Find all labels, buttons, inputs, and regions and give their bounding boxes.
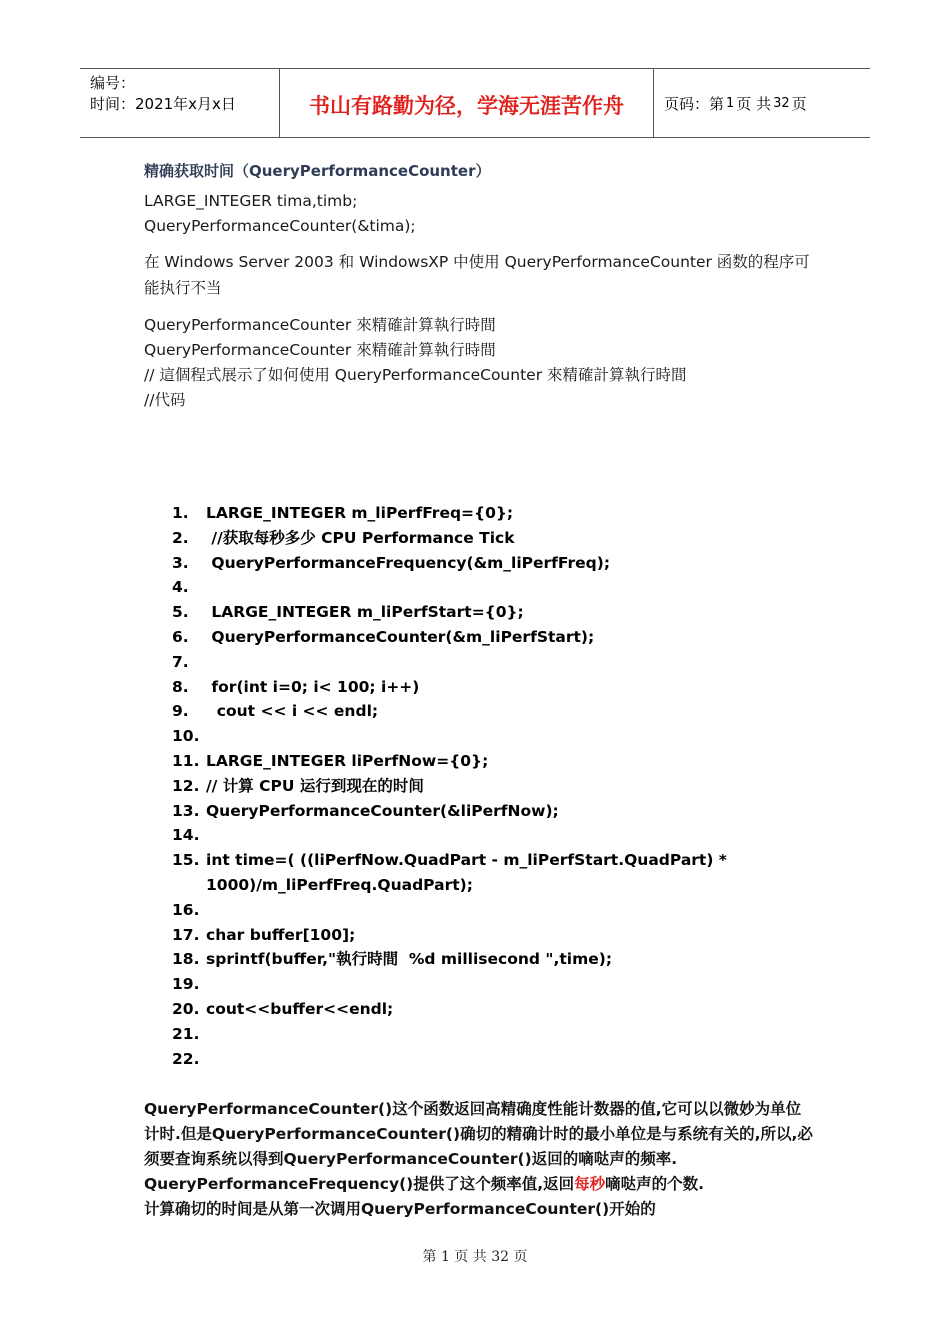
page-current: 1	[726, 95, 735, 111]
line-text: LARGE_INTEGER m_liPerfFreq={0};	[206, 504, 514, 522]
page-footer: 第 1 页 共 32 页	[422, 1249, 528, 1265]
code-line	[172, 972, 814, 997]
line-text: QueryPerformanceCounter(&m_liPerfStart);	[206, 627, 595, 646]
code-line	[172, 650, 814, 675]
code-line	[172, 625, 814, 650]
time-label: 时间：2021年x月x日	[90, 95, 236, 113]
header-meta	[80, 69, 280, 137]
line-text: LARGE_INTEGER m_liPerfStart={0};	[206, 603, 524, 622]
line-text: QueryPerformanceFrequency(&m_liPerfFreq);	[206, 553, 611, 572]
line-text	[206, 1047, 814, 1072]
line-number: 7.	[172, 652, 189, 671]
line-number: 2.	[172, 528, 189, 547]
line-number: 14.	[172, 826, 200, 845]
line-text: for(int i=0; i< 100; i++)	[206, 677, 420, 696]
line-number: 9.	[172, 702, 189, 721]
line-text	[206, 1022, 814, 1047]
line-number: 6.	[172, 627, 189, 646]
line-number: 5.	[172, 603, 189, 622]
line-text: sprintf(buffer,"執行時間 %d millisecond ",time);	[206, 950, 613, 969]
line-text	[206, 575, 814, 600]
text-line-b3: // 這個程式展示了如何使用 QueryPerformanceCounter 來精確計算執行時間	[144, 366, 687, 384]
code-line	[172, 774, 814, 799]
explain-p1: QueryPerformanceCounter()这个函数返回高精确度性能计数器的值,它可以以微妙为单位计时.但是QueryPerformanceCounter()确切的精确计时的最小单位是与系统有关的,所以,必须要查询系统以得到QueryPerformanceCounter()返回的嘀哒声的频率.	[144, 1100, 813, 1168]
code-line	[172, 947, 814, 972]
line-number: 8.	[172, 677, 189, 696]
code-line	[172, 699, 814, 724]
line-text: cout<<buffer<<endl;	[206, 999, 394, 1018]
code-line	[172, 575, 814, 600]
line-number: 21.	[172, 1024, 200, 1043]
code-line	[172, 675, 814, 700]
line-text	[206, 724, 814, 749]
intro-paragraph: 在 Windows Server 2003 和 WindowsXP 中使用 QueryPerformanceCounter 函数的程序可能执行不当	[144, 253, 810, 297]
code-line	[172, 799, 814, 824]
line-text: cout << i << endl;	[206, 702, 379, 721]
code-line	[172, 1047, 814, 1072]
line-number: 22.	[172, 1049, 200, 1068]
line-text	[206, 823, 814, 848]
explain-p2	[144, 1172, 814, 1197]
header-motto: 书山有路勤为径，学海无涯苦作舟	[280, 69, 654, 137]
line-number: 12.	[172, 776, 200, 795]
page-prefix: 页码：第	[664, 94, 725, 113]
page-header	[80, 68, 870, 138]
code-line	[172, 848, 814, 898]
line-text: char buffer[100];	[206, 925, 356, 944]
explanation	[144, 1097, 814, 1221]
code-line	[172, 551, 814, 576]
document-body	[144, 156, 814, 1221]
line-number: 17.	[172, 925, 200, 944]
line-number: 19.	[172, 975, 200, 994]
explain-p2-a: QueryPerformanceFrequency()提供了这个频率值,返回	[144, 1174, 575, 1193]
line-text: QueryPerformanceCounter(&liPerfNow);	[206, 801, 559, 820]
doc-title: 精确获取时间（QueryPerformanceCounter）	[144, 162, 491, 180]
code-line	[172, 600, 814, 625]
explain-p2-red: 每秒	[574, 1174, 606, 1193]
code-line	[172, 923, 814, 948]
line-number: 3.	[172, 553, 189, 572]
code-line	[172, 1022, 814, 1047]
line-number: 1.	[172, 504, 189, 522]
line-text: int time=( ((liPerfNow.QuadPart - m_liPerfStart.QuadPart) * 1000)/m_liPerfFreq.QuadPart);	[206, 851, 733, 894]
line-number: 18.	[172, 950, 200, 969]
code-line	[172, 749, 814, 774]
text-line-b1: QueryPerformanceCounter 來精確計算執行時間	[144, 316, 496, 334]
line-text: LARGE_INTEGER liPerfNow={0};	[206, 751, 489, 770]
text-line-b4: //代码	[144, 391, 186, 409]
code-listing	[172, 501, 814, 1071]
line-text: // 计算 CPU 运行到现在的时间	[206, 776, 424, 795]
line-number: 11.	[172, 751, 200, 770]
code-line	[172, 501, 814, 526]
line-number: 16.	[172, 900, 200, 919]
line-text	[206, 898, 814, 923]
explain-p3: 计算确切的时间是从第一次调用QueryPerformanceCounter()开始的	[144, 1199, 656, 1218]
code-line	[172, 997, 814, 1022]
line-number: 4.	[172, 578, 189, 597]
line-number: 10.	[172, 727, 200, 746]
line-number: 15.	[172, 851, 200, 870]
page-mid: 页 共	[736, 94, 772, 113]
header-page-info	[654, 69, 870, 137]
line-number: 20.	[172, 999, 200, 1018]
page-total: 32	[773, 95, 790, 111]
code-line	[172, 724, 814, 749]
line-text	[206, 650, 814, 675]
code-line-a1: LARGE_INTEGER tima,timb;	[144, 192, 358, 210]
serial-label: 编号：	[90, 74, 136, 92]
text-line-b2: QueryPerformanceCounter 來精確計算執行時間	[144, 341, 496, 359]
line-text	[206, 972, 814, 997]
page-suffix: 页	[791, 94, 807, 113]
explain-p2-b: 嘀哒声的个数.	[605, 1174, 705, 1193]
line-number: 13.	[172, 801, 200, 820]
code-line	[172, 526, 814, 551]
code-line-a2: QueryPerformanceCounter(&tima);	[144, 217, 416, 235]
code-line	[172, 823, 814, 848]
code-line	[172, 898, 814, 923]
line-text: //获取每秒多少 CPU Performance Tick	[206, 528, 515, 547]
